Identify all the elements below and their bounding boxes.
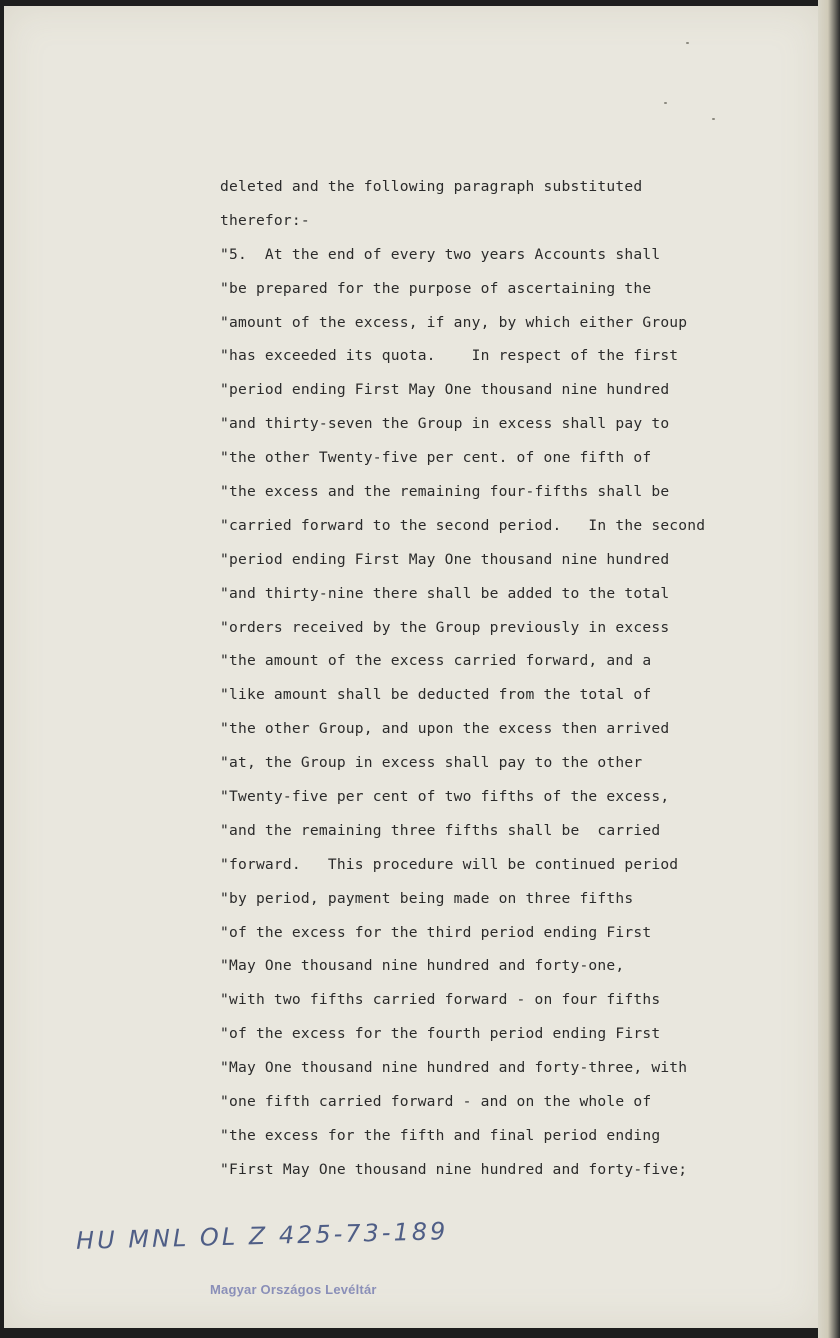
text-line: "First May One thousand nine hundred and forty-five;	[220, 1160, 688, 1178]
text-line: "May One thousand nine hundred and forty-one,	[220, 957, 625, 975]
text-line: "the amount of the excess carried forward, and a	[220, 652, 652, 670]
text-line: "be prepared for the purpose of ascertaining the	[220, 279, 652, 297]
text-line: "period ending First May One thousand nine hundred	[220, 381, 670, 399]
text-line: "orders received by the Group previously in excess	[220, 618, 670, 636]
text-line: "and thirty-nine there shall be added to the total	[220, 584, 670, 602]
text-line: "has exceeded its quota. In respect of the first	[220, 347, 679, 365]
text-line: "Twenty-five per cent of two fifths of the excess,	[220, 788, 670, 806]
paper-speck	[686, 42, 689, 44]
paper-edge	[818, 0, 840, 1338]
text-line: "at, the Group in excess shall pay to the other	[220, 754, 643, 772]
text-line: "carried forward to the second period. In the second	[220, 516, 706, 534]
text-line: "period ending First May One thousand nine hundred	[220, 550, 670, 568]
text-line: "the other Twenty-five per cent. of one fifth of	[220, 449, 652, 467]
text-line: "one fifth carried forward - and on the whole of	[220, 1093, 652, 1111]
paper-speck	[712, 118, 715, 120]
archive-stamp: Magyar Országos Levéltár	[210, 1282, 377, 1297]
text-line: "with two fifths carried forward - on four fifths	[220, 991, 661, 1009]
text-line: "amount of the excess, if any, by which either Group	[220, 313, 688, 331]
text-line: "like amount shall be deducted from the total of	[220, 686, 652, 704]
text-line: "of the excess for the third period ending First	[220, 923, 652, 941]
text-line: "the excess for the fifth and final period ending	[220, 1126, 661, 1144]
text-line: "by period, payment being made on three fifths	[220, 889, 634, 907]
text-line: "5. At the end of every two years Accounts shall	[220, 245, 661, 263]
handwritten-archive-reference: HU MNL OL Z 425-73-189	[75, 1217, 449, 1255]
typed-text-block	[220, 170, 780, 1187]
text-line: "and thirty-seven the Group in excess shall pay to	[220, 415, 670, 433]
text-line: "of the excess for the fourth period ending First	[220, 1025, 661, 1043]
text-line: "May One thousand nine hundred and forty-three, with	[220, 1059, 688, 1077]
text-line: "and the remaining three fifths shall be carried	[220, 821, 661, 839]
text-line: "the excess and the remaining four-fifths shall be	[220, 483, 670, 501]
text-line: "the other Group, and upon the excess then arrived	[220, 720, 670, 738]
text-line: therefor:-	[220, 211, 310, 229]
paper-speck	[664, 102, 667, 104]
text-line: "forward. This procedure will be continued period	[220, 855, 679, 873]
text-line: deleted and the following paragraph substituted	[220, 178, 643, 195]
